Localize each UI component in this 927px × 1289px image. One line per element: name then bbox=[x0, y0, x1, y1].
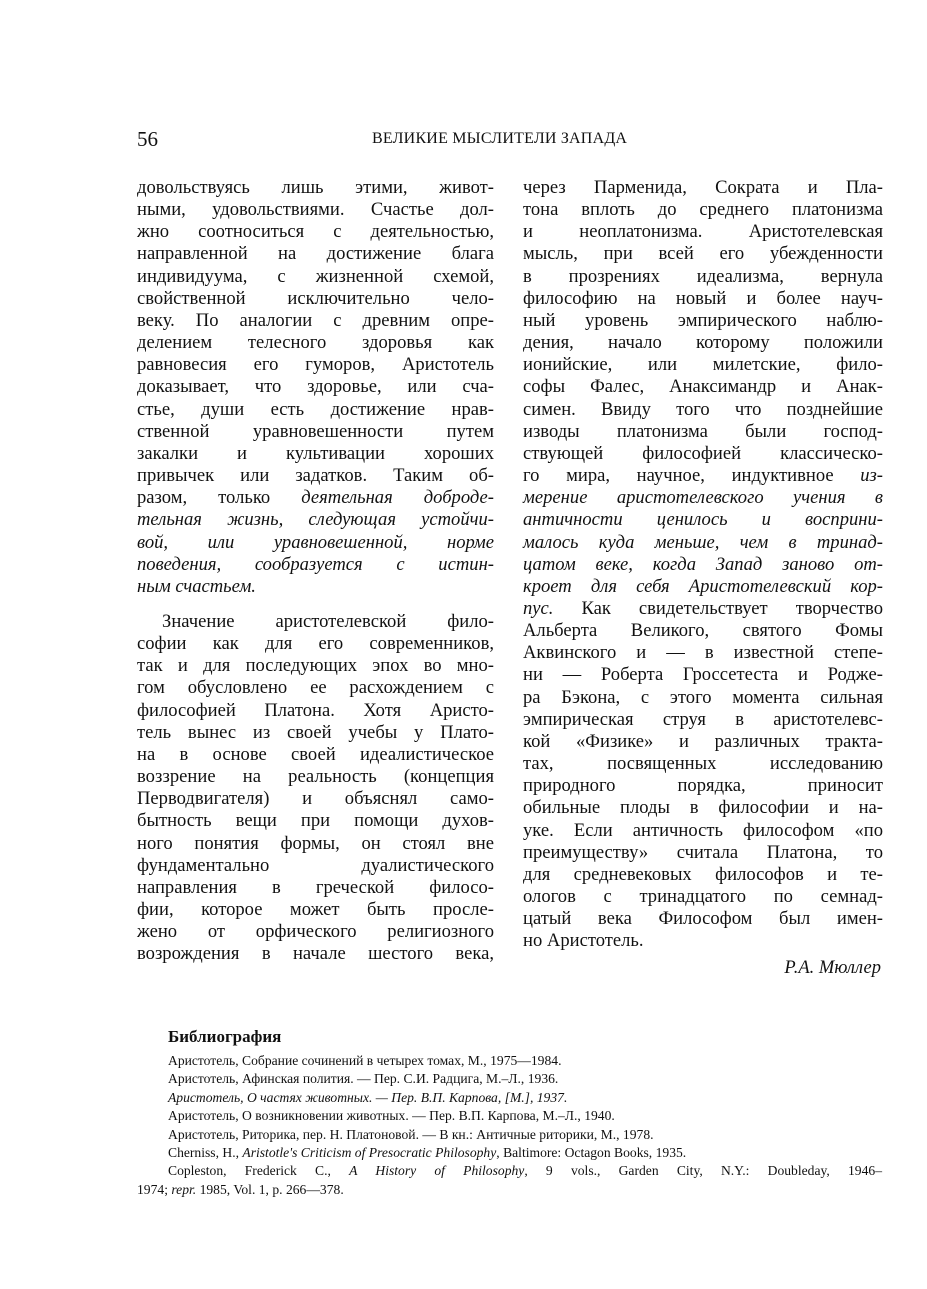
text: ни — Роберта Гроссетеста и Роджe- bbox=[523, 664, 883, 686]
text: закалки и культивации хороших bbox=[137, 442, 494, 464]
right-column-line bbox=[523, 687, 883, 709]
bibliography-entry bbox=[137, 1126, 882, 1144]
left-column-line bbox=[137, 243, 494, 265]
right-column-line bbox=[523, 266, 883, 288]
text: возрождения в начале шестого века, bbox=[137, 943, 494, 965]
text: направления в греческой филосо- bbox=[137, 876, 494, 898]
left-column-line bbox=[137, 855, 494, 877]
text: ра Бэкона, с этого момента сильная bbox=[523, 686, 883, 708]
text: преимуществу» считала Платона, то bbox=[523, 841, 883, 863]
text: мысль, при всей его убежденности bbox=[523, 243, 883, 265]
text: софии как для его современников, bbox=[137, 633, 494, 655]
text: веку. По аналогии с древним опре- bbox=[137, 309, 494, 331]
italic-title: repr. bbox=[171, 1181, 197, 1197]
text: через Парменида, Сократа и Пла- bbox=[523, 177, 883, 198]
right-column-line bbox=[523, 709, 883, 731]
text: Cherniss, H., bbox=[168, 1145, 243, 1161]
left-column-line bbox=[137, 465, 494, 487]
italic-text: малось куда меньше, чем в тринад- bbox=[523, 531, 883, 553]
text: Аквинского и — в известной степе- bbox=[523, 642, 883, 664]
right-text-column bbox=[523, 177, 883, 952]
text: ствующей философией классическо- bbox=[523, 442, 883, 464]
text: фундаментально дуалистического bbox=[137, 854, 494, 876]
text: Альберта Великого, святого Фомы bbox=[523, 620, 883, 642]
text: го мира, научное, индуктивное bbox=[523, 465, 861, 487]
italic-text: поведения, сообразуется с истин- bbox=[137, 553, 494, 575]
left-column-line bbox=[137, 899, 494, 921]
right-column-line bbox=[523, 376, 883, 398]
text: бытность вещи при помощи духов- bbox=[137, 810, 494, 832]
italic-text: кроет для себя Аристотелевский кор- bbox=[523, 575, 883, 597]
text: стье, души есть достижение нрав- bbox=[137, 398, 494, 420]
left-column-line bbox=[137, 611, 494, 633]
left-column-line bbox=[137, 376, 494, 398]
right-column-line bbox=[523, 554, 883, 576]
left-column-line bbox=[137, 532, 494, 554]
bibliography-entry bbox=[137, 1089, 882, 1107]
italic-text: из- bbox=[860, 465, 883, 487]
right-column-line bbox=[523, 354, 883, 376]
text: Аристотель, Собрание сочинений в четырех томах, М., 1975—1984. bbox=[168, 1053, 562, 1068]
bibliography-entry bbox=[137, 1162, 882, 1180]
left-column-line bbox=[137, 677, 494, 699]
bibliography-entry bbox=[137, 1181, 882, 1199]
text: фии, которое может быть просле- bbox=[137, 899, 494, 920]
text: софы Фалес, Анаксимандр и Анак- bbox=[523, 376, 883, 398]
text: так и для последующих эпох во мно- bbox=[137, 655, 494, 677]
left-column-line bbox=[137, 788, 494, 810]
left-column-line bbox=[137, 443, 494, 465]
left-column-line bbox=[137, 221, 494, 243]
bibliography-entry bbox=[137, 1052, 882, 1070]
text: тона вплоть до среднего платонизма bbox=[523, 199, 883, 221]
text: , Baltimore: Octagon Books, 1935. bbox=[496, 1145, 687, 1161]
text: философией Платона. Хотя Аристо- bbox=[137, 699, 494, 721]
right-column-line bbox=[523, 487, 883, 509]
right-column-line bbox=[523, 820, 883, 842]
left-column-line bbox=[137, 633, 494, 655]
left-column-line bbox=[137, 810, 494, 832]
bibliography-entry bbox=[137, 1107, 882, 1125]
right-column-line bbox=[523, 288, 883, 310]
text: 1974; bbox=[137, 1181, 172, 1197]
text: жено от орфического религиозного bbox=[137, 921, 494, 943]
page-number: 56 bbox=[137, 127, 158, 151]
italic-text: вой, или уравновешенной, норме bbox=[137, 531, 494, 553]
left-column-line bbox=[137, 554, 494, 576]
right-column-line bbox=[523, 886, 883, 908]
text: разом, только bbox=[137, 487, 302, 509]
bibliography-entry bbox=[137, 1070, 882, 1088]
text: уке. Если античность философом «по bbox=[523, 819, 883, 841]
right-column-line bbox=[523, 509, 883, 531]
text: на в основе своей идеалистическое bbox=[137, 743, 494, 765]
text: направленной на достижение блага bbox=[137, 243, 494, 265]
italic-text: деятельная доброде- bbox=[301, 487, 494, 509]
left-column-line bbox=[137, 421, 494, 443]
text: изводы платонизма были господ- bbox=[523, 420, 883, 442]
left-column-line bbox=[137, 487, 494, 509]
right-column-line bbox=[523, 332, 883, 354]
left-column-line bbox=[137, 943, 494, 965]
left-column-line bbox=[137, 744, 494, 766]
text: дения, начало которому положили bbox=[523, 332, 883, 354]
right-column-line bbox=[523, 598, 883, 620]
text: тель вынес из своей учебы у Плато- bbox=[137, 721, 494, 743]
text: индивидуума, с жизненной схемой, bbox=[137, 265, 494, 287]
right-column-line bbox=[523, 731, 883, 753]
left-column-line bbox=[137, 576, 494, 598]
right-column-line bbox=[523, 620, 883, 642]
text: обильные плоды в философии и на- bbox=[523, 797, 883, 819]
right-column-line bbox=[523, 199, 883, 221]
left-column-line bbox=[137, 655, 494, 677]
left-column-line bbox=[137, 700, 494, 722]
right-column-line bbox=[523, 864, 883, 886]
right-column-line bbox=[523, 243, 883, 265]
text: ного понятия формы, он стоял вне bbox=[137, 832, 494, 854]
left-column-line bbox=[137, 877, 494, 899]
left-column-line bbox=[137, 199, 494, 221]
text: привычек или задатков. Таким об- bbox=[137, 465, 494, 487]
text: ионийские, или милетские, фило- bbox=[523, 354, 883, 376]
right-column-line bbox=[523, 310, 883, 332]
italic-text: пус. bbox=[523, 597, 554, 619]
right-column-line bbox=[523, 465, 883, 487]
text: свойственной исключительно чело- bbox=[137, 287, 494, 309]
right-column-line bbox=[523, 642, 883, 664]
left-column-line bbox=[137, 354, 494, 376]
bibliography-list bbox=[137, 1052, 882, 1199]
text: ными, удовольствиями. Счастье дол- bbox=[137, 199, 494, 221]
right-column-line bbox=[523, 930, 883, 952]
left-column-line bbox=[137, 177, 494, 199]
left-column-line bbox=[137, 310, 494, 332]
text: эмпирическая струя в аристотелевс- bbox=[523, 708, 883, 730]
right-column-line bbox=[523, 443, 883, 465]
text: , 9 vols., Garden City, N.Y.: Doubleday, 1946– bbox=[524, 1163, 882, 1179]
left-column-line bbox=[137, 266, 494, 288]
text: цатый века Философом был имен- bbox=[523, 908, 883, 930]
text: Аристотель, Риторика, пер. Н. Платоновой. — В кн.: Античные риторики, М., 1978. bbox=[168, 1126, 654, 1142]
text: симен. Ввиду того что позднейшие bbox=[523, 398, 883, 420]
text: ологов с тринадцатого по семнад- bbox=[523, 886, 883, 907]
right-column-line bbox=[523, 775, 883, 797]
text: ственной уравновешенности путем bbox=[137, 420, 494, 442]
bibliography-heading: Библиография bbox=[168, 1027, 282, 1046]
text: Copleston, Frederick C., bbox=[168, 1163, 350, 1179]
right-column-line bbox=[523, 842, 883, 864]
italic-text: ным счастьем. bbox=[137, 575, 256, 597]
text: жно соотноситься с деятельностью, bbox=[137, 221, 494, 243]
text: и неоплатонизма. Аристотелевская bbox=[523, 221, 883, 243]
paragraph-break bbox=[137, 598, 494, 611]
italic-text: мерение аристотелевского учения в bbox=[523, 487, 883, 509]
text: в прозрениях идеализма, вернула bbox=[523, 265, 883, 287]
left-column-line bbox=[137, 921, 494, 943]
italic-title: Аристотель, О частях животных. — Пер. В.П. Карпова, [М.], 1937. bbox=[168, 1089, 568, 1105]
running-title: ВЕЛИКИЕ МЫСЛИТЕЛИ ЗАПАДА bbox=[372, 130, 628, 147]
right-column-line bbox=[523, 399, 883, 421]
text: тах, посвященных исследованию bbox=[523, 753, 883, 775]
right-column-line bbox=[523, 908, 883, 930]
text: ный уровень эмпирического наблю- bbox=[523, 309, 883, 331]
left-column-line bbox=[137, 509, 494, 531]
text: доказывает, что здоровье, или сча- bbox=[137, 376, 494, 398]
right-column-line bbox=[523, 576, 883, 598]
text: природного порядка, приносит bbox=[523, 775, 883, 797]
text: равновесия его гуморов, Аристотель bbox=[137, 354, 494, 376]
text: гом обусловлено ее расхождением с bbox=[137, 677, 494, 699]
text: довольствуясь лишь этими, живот- bbox=[137, 177, 494, 198]
text: Значение аристотелевской фило- bbox=[162, 610, 494, 632]
right-column-line bbox=[523, 532, 883, 554]
italic-title: Aristotle's Criticism of Presocratic Philosophy bbox=[242, 1145, 497, 1161]
text: кой «Физике» и различных тракта- bbox=[523, 730, 883, 752]
right-column-line bbox=[523, 664, 883, 686]
italic-title: A History of Philosophy bbox=[349, 1163, 525, 1179]
left-column-line bbox=[137, 766, 494, 788]
text: философию на новый и более науч- bbox=[523, 287, 883, 309]
right-column-line bbox=[523, 753, 883, 775]
text: Аристотель, Афинская полития. — Пер. С.И. Радцига, М.–Л., 1936. bbox=[168, 1071, 559, 1087]
text: но Аристотель. bbox=[523, 930, 644, 952]
left-column-line bbox=[137, 332, 494, 354]
left-column-line bbox=[137, 722, 494, 744]
left-column-line bbox=[137, 288, 494, 310]
text: делением телесного здоровья как bbox=[137, 332, 494, 354]
right-column-line bbox=[523, 177, 883, 199]
left-column-line bbox=[137, 399, 494, 421]
bibliography-entry bbox=[137, 1144, 882, 1162]
text: воззрение на реальность (концепция bbox=[137, 766, 494, 788]
right-column-line bbox=[523, 421, 883, 443]
left-text-column bbox=[137, 177, 494, 965]
text: Аристотель, О возникновении животных. — Пер. В.П. Карпова, М.–Л., 1940. bbox=[168, 1108, 615, 1124]
right-column-line bbox=[523, 797, 883, 819]
right-column-line bbox=[523, 221, 883, 243]
text: 1985, Vol. 1, p. 266—378. bbox=[196, 1181, 344, 1197]
text: Перводвигателя) и объяснял само- bbox=[137, 788, 494, 810]
text: для средневековых философов и те- bbox=[523, 863, 883, 885]
italic-text: цатом веке, когда Запад заново от- bbox=[523, 553, 883, 575]
author-signature: Р.А. Мюллер bbox=[784, 958, 881, 978]
italic-text: античности ценилось и восприни- bbox=[523, 509, 883, 531]
text: Как свидетельствует творчество bbox=[553, 597, 883, 619]
left-column-line bbox=[137, 833, 494, 855]
italic-text: тельная жизнь, следующая устойчи- bbox=[137, 509, 494, 531]
